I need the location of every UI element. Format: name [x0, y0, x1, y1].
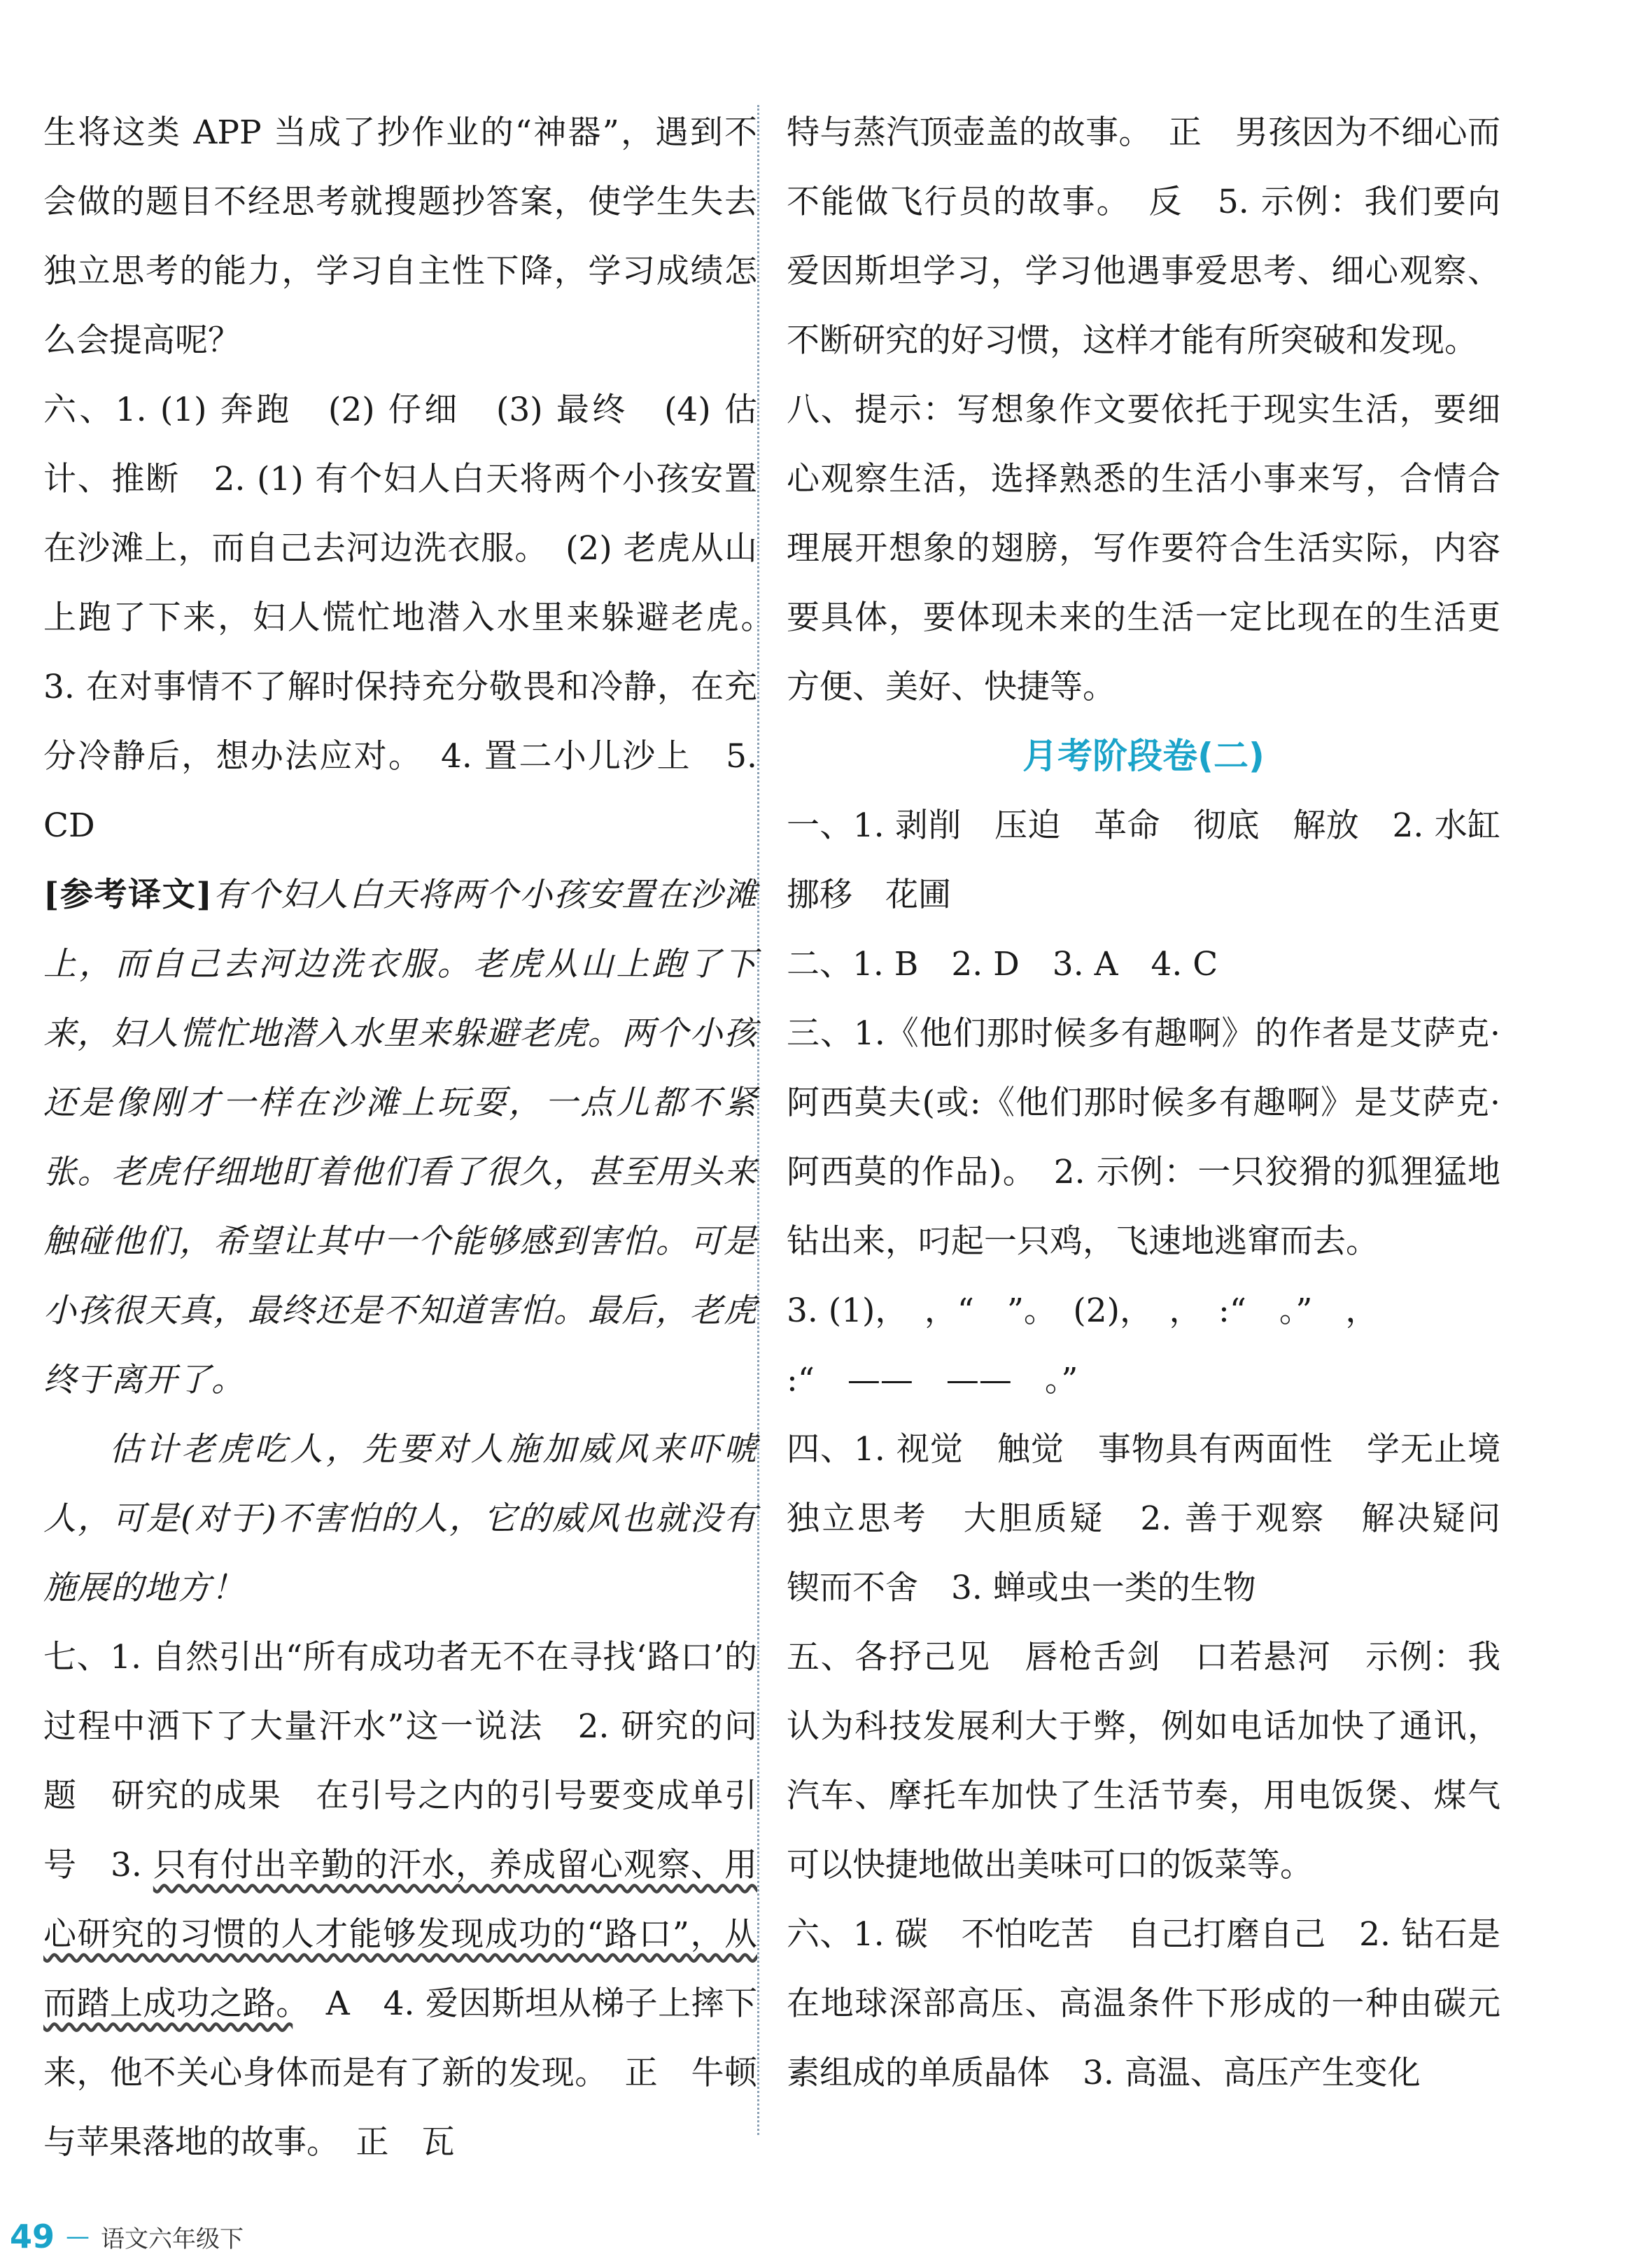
answer-paragraph-5-end: 生将这类 APP 当成了抄作业的“神器”，遇到不会做的题目不经思考就搜题抄答案，使学生失去独立思考的能力，学习自主性下降，学习成绩怎么会提高呢？	[43, 113, 757, 360]
answer-section-7-part-b: A 4. 爱因斯坦从梯子上摔下来，他不关心身体而是有了新的发现。 正 牛顿与苹果落地的故事。 正 瓦	[43, 1984, 758, 2162]
exam2-section-3-punctuation-2: :“ —— —— 。”	[787, 1361, 1078, 1399]
reference-translation	[43, 860, 757, 1415]
exam2-section-3: 三、1.《他们那时候多有趣啊》的作者是艾萨克·阿西莫夫(或:《他们那时候多有趣啊》是艾萨克·阿西莫的作品)。 2. 示例：一只狡猾的狐狸猛地钻出来，叼起一只鸡，飞速地逃窜而去。	[787, 1014, 1500, 1261]
answer-section-7	[43, 1623, 757, 2177]
book-label: 语文六年级下	[101, 2225, 244, 2253]
column-divider	[757, 105, 759, 2135]
exam2-section-2: 二、1. B 2. D 3. A 4. C	[787, 945, 1218, 983]
exam2-section-1: 一、1. 剥削 压迫 革命 彻底 解放 2. 水缸 挪移 花圃	[787, 806, 1533, 914]
reference-translation-label: [参考译文]	[43, 876, 213, 914]
reference-translation-text: 有个妇人白天将两个小孩安置在沙滩上，而自己去河边洗衣服。老虎从山上跑了下来，妇人慌忙地潜入水里来躲避老虎。两个小孩还是像刚才一样在沙滩上玩耍，一点儿都不紧张。老虎仔细地盯着他们看了很久，甚至用头来触碰他们，希望让其中一个能够感到害怕。可是小孩很天真，最终还是不知道害怕。最后，老虎终于离开了。	[43, 876, 757, 1399]
reference-translation-2: 估计老虎吃人，先要对人施加威风来吓唬人，可是(对于)不害怕的人，它的威风也就没有施展的地方！	[43, 1430, 757, 1607]
left-column	[43, 98, 790, 2177]
answer-section-6: 六、1. (1) 奔跑 (2) 仔细 (3) 最终 (4) 估计、推断 2. (1) 有个妇人白天将两个小孩安置在沙滩上，而自己去河边洗衣服。 (2) 老虎从山上跑了下来，妇人慌忙地潜入水里来躲避老虎。 3. 在对事情不了解时保持充分敬畏和冷静，在充分冷静后，想办法应对。 4. 置二小儿沙上 5. CD	[43, 391, 790, 845]
section-title: 月考阶段卷(二)	[1022, 736, 1265, 776]
answer-section-7-continued: 特与蒸汽顶壶盖的故事。 正 男孩因为不细心而不能做飞行员的故事。 反 5. 示例：我们要向爱因斯坦学习，学习他遇事爱思考、细心观察、不断研究的好习惯，这样才能有所突破和发现。	[787, 113, 1500, 360]
answer-section-8: 八、提示：写想象作文要依托于现实生活，要细心观察生活，选择熟悉的生活小事来写，合情合理展开想象的翅膀，写作要符合生活实际，内容要具体，要体现未来的生活一定比现在的生活更方便、美好、快捷等。	[787, 391, 1500, 706]
exam2-section-3-punctuation: 3. (1)， ，“ ”。 (2)， ， :“ 。” ，	[787, 1292, 1379, 1330]
page-footer	[10, 2218, 244, 2255]
exam2-section-6: 六、1. 碳 不怕吃苦 自己打磨自己 2. 钻石是在地球深部高压、高温条件下形成的一种由碳元素组成的单质晶体 3. 高温、高压产生变化	[787, 1915, 1500, 2092]
wavy-underlined-answer: 只有付出辛勤的汗水，养成留心观察、用心研究的习惯的人才能够发现成功的“路口”，从而踏上成功之路。	[43, 1846, 757, 2023]
exam2-section-5: 五、各抒己见 唇枪舌剑 口若悬河 示例：我认为科技发展利大于弊，例如电话加快了通讯，汽车、摩托车加快了生活节奏，用电饭煲、煤气可以快捷地做出美味可口的饭菜等。	[787, 1638, 1500, 1884]
footer-dash: —	[66, 2222, 90, 2250]
exam2-section-4: 四、1. 视觉 触觉 事物具有两面性 学无止境 独立思考 大胆质疑 2. 善于观察 解决疑问 锲而不舍 3. 蝉或虫一类的生物	[787, 1430, 1533, 1607]
page-number: 49	[10, 2218, 55, 2255]
right-column	[787, 98, 1533, 2108]
answer-section-7-part-a: 七、1. 自然引出“所有成功者无不在寻找‘路口’的过程中洒下了大量汗水”这一说法 2. 研究的问题 研究的成果 在引号之内的引号要变成单引号 3.	[43, 1638, 757, 1884]
